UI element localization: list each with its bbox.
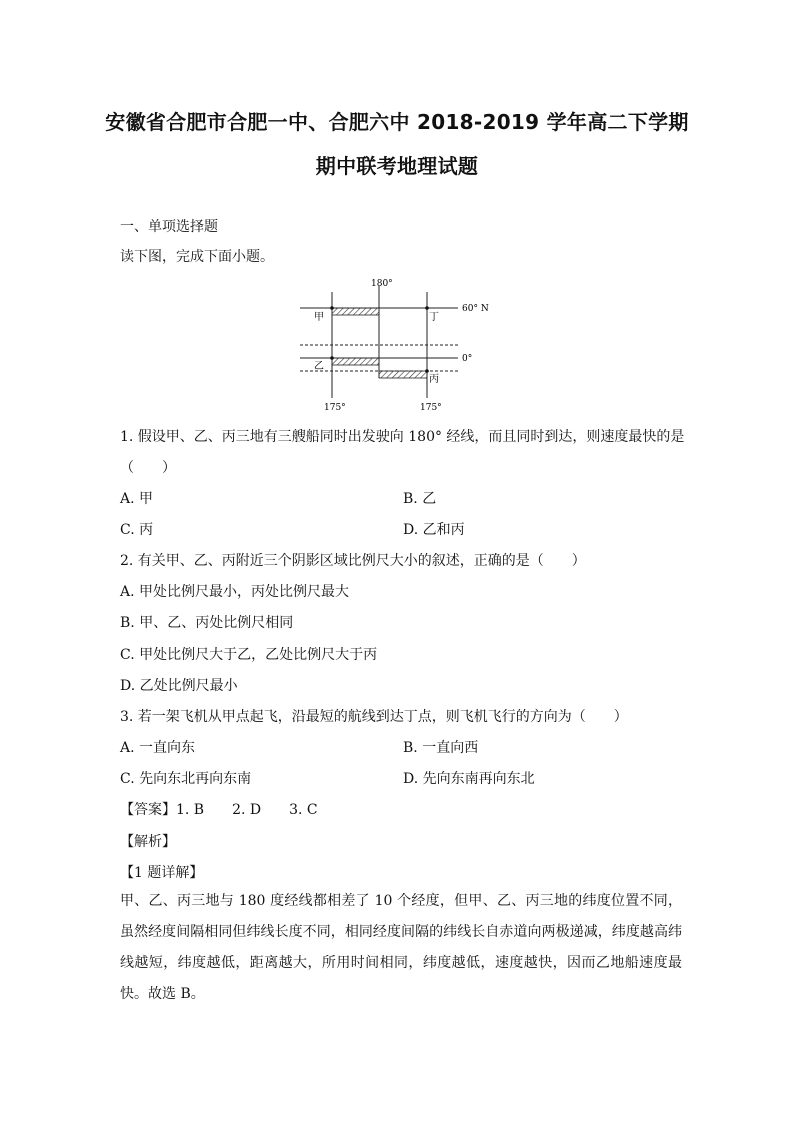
question-3-option-b: B. 一直向西: [403, 740, 479, 756]
label-180: 180°: [371, 279, 393, 289]
graticule-diagram: [290, 276, 510, 416]
question-3-option-a: A. 一直向东: [120, 740, 196, 756]
question-1-option-c: C. 丙: [120, 522, 154, 538]
detail-1-explanation: 甲、乙、丙三地与 180 度经线都相差了 10 个经度，但甲、乙、丙三地的纬度位置不同，虽然经度间隔相同但纬线长度不同，相同经度间隔的纬线长自赤道向两极递减，纬度越高纬线越短，纬度越低，距离越大，所用时间相同，纬度越低，速度越快，因而乙地船速度最快。故选 B。: [120, 893, 682, 1002]
label-0: 0°: [462, 354, 473, 364]
question-3-option-d: D. 先向东南再向东北: [403, 771, 535, 787]
label-60n: 60° N: [462, 304, 489, 314]
document-title-line-2: 期中联考地理试题: [315, 154, 479, 178]
shaded-region-jia: [332, 308, 379, 315]
section-heading: 一、单项选择题: [120, 219, 218, 235]
point-ding: [425, 306, 429, 310]
document-title-line-1: 安徽省合肥市合肥一中、合肥六中 2018-2019 学年高二下学期: [105, 110, 689, 134]
question-2-option-a: A. 甲处比例尺最小，丙处比例尺最大: [120, 584, 350, 600]
analysis-label: 【解析】: [120, 834, 176, 850]
label-jia: 甲: [314, 312, 324, 323]
label-ding: 丁: [429, 312, 439, 323]
question-1-option-a: A. 甲: [120, 491, 154, 507]
question-1-option-d: D. 乙和丙: [403, 522, 465, 538]
question-1-option-b: B. 乙: [403, 491, 437, 507]
question-2-stem: 2. 有关甲、乙、丙附近三个阴影区域比例尺大小的叙述，正确的是（ ）: [120, 553, 586, 569]
question-2-option-c: C. 甲处比例尺大于乙，乙处比例尺大于丙: [120, 647, 378, 663]
question-2-option-b: B. 甲、乙、丙处比例尺相同: [120, 615, 294, 631]
latitude-longitude-figure: [290, 276, 510, 420]
figure-instruction: 读下图，完成下面小题。: [120, 249, 274, 265]
label-175-right: 175°: [420, 403, 442, 413]
shaded-region-yi: [332, 358, 379, 365]
label-bing: 丙: [429, 374, 439, 385]
label-175-left: 175°: [324, 403, 346, 413]
answer-line: 【答案】1. B 2. D 3. C: [120, 802, 318, 818]
detail-1-label: 【1 题详解】: [120, 865, 204, 881]
question-3-option-c: C. 先向东北再向东南: [120, 771, 252, 787]
question-3-stem: 3. 若一架飞机从甲点起飞，沿最短的航线到达丁点，则飞机飞行的方向为（ ）: [120, 709, 628, 725]
point-yi: [330, 356, 334, 360]
label-yi: 乙: [314, 361, 324, 372]
shaded-region-bing: [379, 371, 427, 378]
question-1-stem-continued: （ ）: [120, 460, 176, 476]
point-jia: [330, 306, 334, 310]
question-1-stem: 1. 假设甲、乙、丙三地有三艘船同时出发驶向 180° 经线，而且同时到达，则速度最快的是: [120, 429, 685, 445]
question-2-option-d: D. 乙处比例尺最小: [120, 678, 238, 694]
point-bing: [425, 369, 429, 373]
